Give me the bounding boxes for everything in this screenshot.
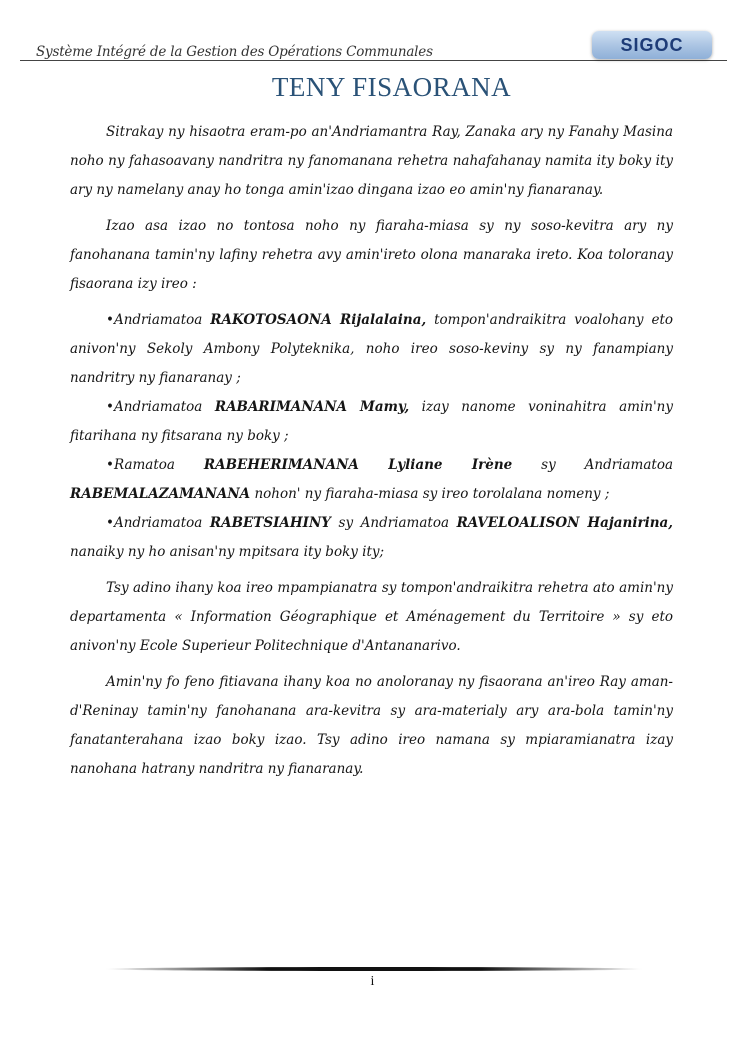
bullet-prefix: Andriamatoa bbox=[113, 399, 215, 415]
bullet-text: izay nanome voninahitra amin'ny fitarihana ny fitsarana ny boky ; bbox=[70, 399, 673, 444]
bullet-text: nohon' ny fiaraha-miasa sy ireo torolalana nomeny ; bbox=[250, 486, 610, 502]
page-number: i bbox=[370, 974, 375, 989]
bullet-icon: • bbox=[106, 457, 114, 473]
person-name-2: RABEMALAZAMANANA bbox=[70, 486, 251, 502]
paragraph-3: Tsy adino ihany koa ireo mpampianatra sy tompon'andraikitra rehetra ato amin'ny departamenta « Information Géographique et Aménagement du Territoire » sy eto anivon'ny Ecole Superieur Politechnique d'Antananarivo. bbox=[70, 580, 673, 654]
paragraph-1: Sitrakay ny hisaotra eram-po an'Andriamantra Ray, Zanaka ary ny Fanahy Masina noho ny fahasoavany nandritra ny fanomanana rehetra nahafahanay namita ity boky ity ary ny namelany anay ho tonga amin'izao dingana izao eo amin'ny fianaranay. bbox=[70, 124, 673, 198]
bullet-conjunction: sy Andriamatoa bbox=[330, 515, 457, 531]
bullet-item-2 bbox=[70, 393, 673, 451]
bullet-text: tompon'andraikitra voalohany eto anivon'ny Sekoly Ambony Polyteknika, noho ireo soso-keviny sy ny fanampiany nandritry ny fianaranay ; bbox=[70, 312, 673, 386]
header-rule bbox=[20, 60, 727, 61]
person-name: RABARIMANANA Mamy, bbox=[214, 399, 410, 415]
bullet-text: nanaiky ny ho anisan'ny mpitsara ity boky ity; bbox=[70, 544, 385, 560]
bullet-prefix: Ramatoa bbox=[113, 457, 204, 473]
bullet-item-4 bbox=[70, 509, 673, 567]
page-title: TENY FISAORANA bbox=[271, 72, 512, 102]
paragraph-4: Amin'ny fo feno fitiavana ihany koa no anoloranay ny fisaorana an'ireo Ray aman-d'Reninay tamin'ny fanohanana ara-kevitra sy ara-materialy ary ara-bola tamin'ny fanatanterahana izao boky izao. Tsy adino ireo namana sy mpiaramianatra izay nanohana hatrany nandritra ny fianaranay. bbox=[70, 674, 673, 777]
bullet-icon: • bbox=[106, 515, 114, 531]
bullet-conjunction: sy Andriamatoa bbox=[512, 457, 674, 473]
sigoc-logo bbox=[592, 31, 712, 59]
paragraph-2: Izao asa izao no tontosa noho ny fiaraha-miasa sy ny soso-kevitra ary ny fanohanana tamin'ny lafiny rehetra avy amin'ireto olona manaraka ireto. Koa toloranay fisaorana izy ireo : bbox=[70, 218, 673, 292]
bullet-item-1 bbox=[70, 306, 673, 393]
bullet-prefix: Andriamatoa bbox=[113, 312, 211, 328]
bullet-prefix: Andriamatoa bbox=[113, 515, 210, 531]
footer-rule bbox=[105, 967, 643, 971]
person-name: RABEHERIMANANA Lyliane Irène bbox=[203, 457, 513, 473]
bullet-item-3 bbox=[70, 451, 673, 509]
person-name: RABETSIAHINY bbox=[209, 515, 331, 531]
bullet-icon: • bbox=[106, 312, 114, 328]
person-name: RAKOTOSAONA Rijalalaina, bbox=[210, 312, 427, 328]
running-header: Système Intégré de la Gestion des Opérations Communales bbox=[36, 44, 433, 60]
person-name-2: RAVELOALISON Hajanirina, bbox=[456, 515, 673, 531]
bullet-icon: • bbox=[106, 399, 114, 415]
acknowledgement-body bbox=[70, 118, 673, 791]
logo-text: SIGOC bbox=[620, 34, 684, 55]
